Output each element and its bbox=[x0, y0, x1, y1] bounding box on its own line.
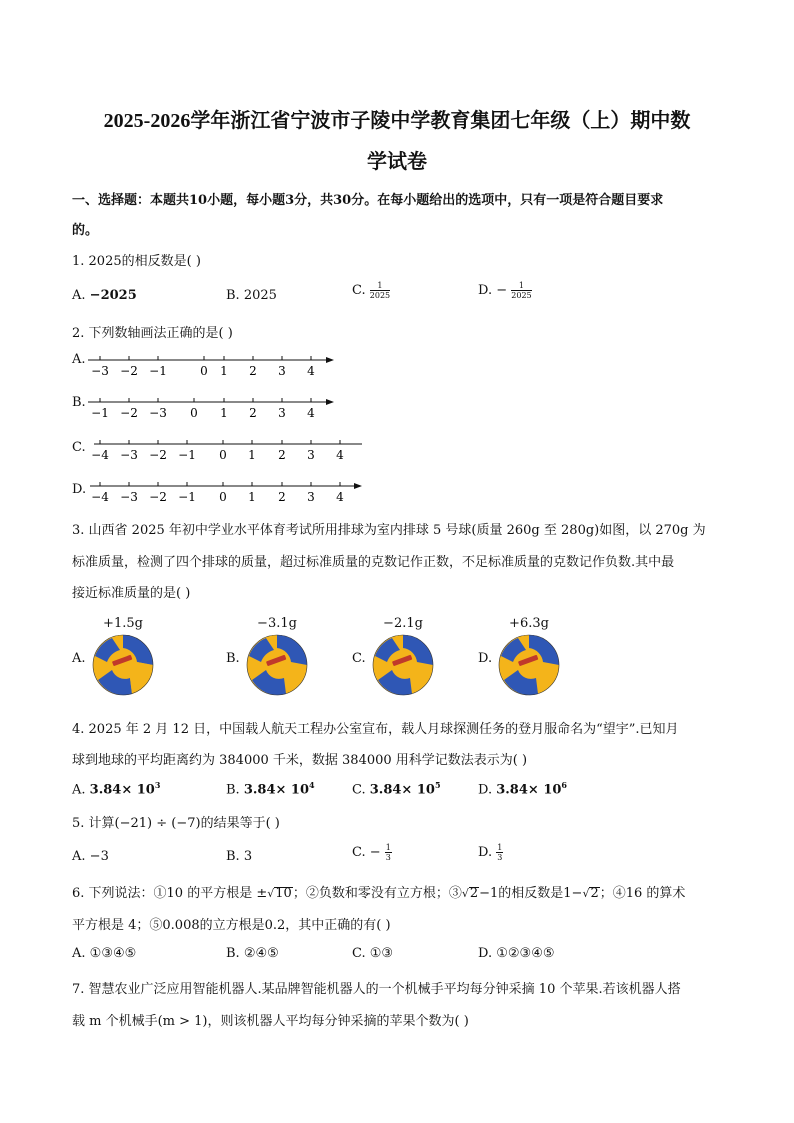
q2-option-b bbox=[72, 395, 86, 410]
tick-label: 3 bbox=[307, 490, 315, 504]
q4-d-label: D. bbox=[478, 782, 493, 798]
q3-a-label: A. bbox=[72, 651, 86, 666]
exam-title-line1: 2025-2026学年浙江省宁波市子陵中学教育集团七年级（上）期中数 bbox=[103, 110, 691, 132]
q6-line1: 6. 下列说法：①10 的平方根是 ±√10；②负数和零没有立方根；③√2−1的相反数是1−√2；④16 的算术 bbox=[72, 886, 686, 901]
section-heading-line1: 一、选择题：本题共10小题，每小题3分，共30分。在每小题给出的选项中，只有一项是符合题目要求 bbox=[72, 193, 664, 208]
tick-label: −1 bbox=[178, 448, 196, 462]
q2-option-c bbox=[72, 440, 86, 455]
tick-label: 1 bbox=[220, 364, 228, 378]
q1-a-value: −2025 bbox=[89, 288, 137, 303]
q2-option-a bbox=[72, 352, 86, 367]
q6-text-part: 6. 下列说法：①10 的平方根是 ± bbox=[72, 886, 268, 901]
tick-label: 2 bbox=[278, 448, 286, 462]
q2-stem: 2. 下列数轴画法正确的是( ) bbox=[72, 326, 233, 341]
tick-label: −2 bbox=[120, 406, 138, 420]
q4-line1: 4. 2025 年 2 月 12 日，中国载人航天工程办公室宣布，载人月球探测任务的登月服命名为“望宇”.已知月 bbox=[72, 722, 679, 737]
q6-sqrt-2b: 2 bbox=[590, 886, 599, 901]
q5-option-c bbox=[352, 843, 392, 862]
volleyball-icon bbox=[372, 634, 434, 696]
volleyball-icon bbox=[498, 634, 560, 696]
q6-line2: 平方根是 4；⑤0.008的立方根是0.2，其中正确的有( ) bbox=[72, 918, 391, 933]
q5-c-label: C. − bbox=[352, 845, 381, 860]
q2-number-line-c bbox=[86, 436, 366, 466]
q1-c-fraction: $\frac{1}{2025}$ bbox=[369, 281, 391, 300]
q6-option-c bbox=[352, 946, 393, 961]
q6-d-label: D. bbox=[478, 946, 493, 961]
q4-b-exp: 4 bbox=[309, 780, 315, 790]
q4-option-a bbox=[72, 780, 160, 797]
q1-stem: 1. 2025的相反数是( ) bbox=[72, 254, 201, 269]
q1-option-b bbox=[226, 288, 277, 303]
volleyball-icon bbox=[246, 634, 308, 696]
tick-label: 0 bbox=[200, 364, 208, 378]
tick-label: −3 bbox=[120, 448, 138, 462]
q6-sqrt-2a: 2 bbox=[469, 886, 479, 901]
q5-b-value: 3 bbox=[243, 849, 253, 864]
tick-label: 3 bbox=[307, 448, 315, 462]
q5-stem: 5. 计算(−21) ÷ (−7)的结果等于( ) bbox=[72, 816, 280, 831]
q1-d-fraction: $\frac{1}{2025}$ bbox=[511, 281, 532, 300]
tick-label: 2 bbox=[249, 364, 257, 378]
q3-line1: 3. 山西省 2025 年初中学业水平体育考试所用排球为室内排球 5 号球(质量 260g 至 280g)如图，以 270g 为 bbox=[72, 523, 706, 538]
tick-label: 1 bbox=[248, 448, 256, 462]
q4-c-base: 3.84× 10 bbox=[369, 782, 435, 798]
tick-label: −1 bbox=[91, 406, 109, 420]
tick-label: −3 bbox=[91, 364, 109, 378]
q4-option-d bbox=[478, 780, 567, 797]
q2-option-d bbox=[72, 482, 86, 497]
q1-d-label: D. − bbox=[478, 283, 508, 298]
q6-option-b bbox=[226, 946, 279, 961]
q4-d-exp: 6 bbox=[561, 780, 567, 790]
q3-option-c bbox=[368, 616, 438, 700]
q4-line2: 球到地球的平均距离约为 384000 千米，数据 384000 用科学记数法表示为( ) bbox=[72, 753, 528, 768]
q6-text-part: −1的相反数是1− bbox=[479, 886, 583, 901]
q5-option-d bbox=[478, 843, 503, 862]
q6-sqrt-10: 10 bbox=[275, 886, 292, 901]
q3-c-label: C. bbox=[352, 651, 366, 666]
q2-b-ticks bbox=[100, 398, 311, 402]
tick-label: 1 bbox=[220, 406, 228, 420]
q6-text-part: ；②负数和零没有立方根；③ bbox=[292, 886, 462, 901]
tick-label: −2 bbox=[149, 490, 167, 504]
tick-label: −1 bbox=[178, 490, 196, 504]
tick-label: −4 bbox=[91, 490, 109, 504]
q2-d-ticks bbox=[100, 482, 340, 486]
tick-label: 4 bbox=[336, 490, 344, 504]
q3-option-b bbox=[242, 616, 312, 700]
q5-d-label: D. bbox=[478, 845, 493, 860]
tick-label: −2 bbox=[120, 364, 138, 378]
q1-c-label: C. bbox=[352, 283, 366, 298]
q6-c-label: C. bbox=[352, 946, 366, 961]
q1-option-c bbox=[352, 281, 390, 300]
section-heading-line2: 的。 bbox=[72, 223, 99, 238]
q1-option-a bbox=[72, 288, 137, 303]
tick-label: 4 bbox=[307, 406, 315, 420]
q4-c-exp: 5 bbox=[434, 780, 441, 790]
q7-line2: 载 m 个机械手(m > 1)，则该机器人平均每分钟采摘的苹果个数为( ) bbox=[72, 1014, 469, 1029]
q5-c-fraction: $\frac{1}{3}$ bbox=[385, 843, 391, 862]
q5-b-label: B. bbox=[226, 849, 240, 864]
q3-line3: 接近标准质量的是( ) bbox=[72, 586, 191, 601]
q1-a-label: A. bbox=[72, 288, 86, 303]
q1-option-d bbox=[478, 281, 532, 300]
volleyball-icon bbox=[92, 634, 154, 696]
q1-b-value: 2025 bbox=[243, 288, 277, 303]
q2-b-label: B. bbox=[72, 395, 86, 410]
q6-b-value: ②④⑤ bbox=[243, 946, 279, 961]
q3-line2: 标准质量，检测了四个排球的质量，超过标准质量的克数记作正数，不足标准质量的克数记作负数.其中最 bbox=[72, 555, 675, 570]
q5-d-fraction: $\frac{1}{3}$ bbox=[497, 843, 503, 862]
q2-c-ticks bbox=[100, 440, 340, 444]
tick-label: 4 bbox=[336, 448, 344, 462]
q6-option-a bbox=[72, 946, 136, 961]
q2-number-line-a bbox=[86, 352, 346, 382]
tick-label: 0 bbox=[190, 406, 198, 420]
q4-option-c bbox=[352, 780, 441, 797]
q6-c-value: ①③ bbox=[369, 946, 394, 961]
q4-a-label: A. bbox=[72, 782, 86, 798]
q2-d-label: D. bbox=[72, 482, 87, 497]
q2-number-line-b bbox=[86, 394, 346, 424]
q5-option-a bbox=[72, 849, 109, 864]
tick-label: 1 bbox=[248, 490, 256, 504]
tick-label: 4 bbox=[307, 364, 315, 378]
q1-b-label: B. bbox=[226, 288, 240, 303]
q4-d-base: 3.84× 10 bbox=[496, 782, 562, 798]
q6-a-value: ①③④⑤ bbox=[89, 946, 137, 961]
q2-c-label: C. bbox=[72, 440, 86, 455]
q4-a-exp: 3 bbox=[154, 780, 161, 790]
q4-b-label: B. bbox=[226, 782, 240, 798]
tick-label: 2 bbox=[278, 490, 286, 504]
q3-d-value: +6.3g bbox=[509, 616, 549, 631]
q6-text-part: ；④16 的算术 bbox=[599, 886, 686, 901]
q2-a-ticks bbox=[100, 356, 311, 360]
q3-option-d bbox=[494, 616, 564, 700]
tick-label: 0 bbox=[219, 490, 227, 504]
q6-b-label: B. bbox=[226, 946, 240, 961]
q4-a-base: 3.84× 10 bbox=[89, 782, 155, 798]
tick-label: 3 bbox=[278, 364, 286, 378]
q4-option-b bbox=[226, 780, 315, 797]
tick-label: 2 bbox=[249, 406, 257, 420]
tick-label: 0 bbox=[219, 448, 227, 462]
tick-label: 3 bbox=[278, 406, 286, 420]
q4-c-label: C. bbox=[352, 782, 366, 798]
tick-label: −3 bbox=[120, 490, 138, 504]
q2-a-label: A. bbox=[72, 352, 86, 367]
q3-b-label: B. bbox=[226, 651, 240, 666]
tick-label: −2 bbox=[149, 448, 167, 462]
exam-title-line2: 学试卷 bbox=[367, 151, 427, 173]
q7-line1: 7. 智慧农业广泛应用智能机器人.某品牌智能机器人的一个机械手平均每分钟采摘 10 个苹果.若该机器人搭 bbox=[72, 982, 681, 997]
q2-number-line-d bbox=[86, 478, 366, 508]
tick-label: −4 bbox=[91, 448, 109, 462]
q3-option-a bbox=[88, 616, 158, 700]
q5-option-b bbox=[226, 849, 252, 864]
q3-d-label: D. bbox=[478, 651, 493, 666]
q6-a-label: A. bbox=[72, 946, 86, 961]
tick-label: −3 bbox=[149, 406, 167, 420]
q6-d-value: ①②③④⑤ bbox=[496, 946, 555, 961]
q5-a-value: −3 bbox=[89, 849, 109, 864]
q3-b-value: −3.1g bbox=[257, 616, 297, 631]
q6-option-d bbox=[478, 946, 555, 961]
q3-a-value: +1.5g bbox=[103, 616, 143, 631]
q4-b-base: 3.84× 10 bbox=[243, 782, 309, 798]
q5-a-label: A. bbox=[72, 849, 86, 864]
tick-label: −1 bbox=[149, 364, 167, 378]
q3-c-value: −2.1g bbox=[383, 616, 423, 631]
